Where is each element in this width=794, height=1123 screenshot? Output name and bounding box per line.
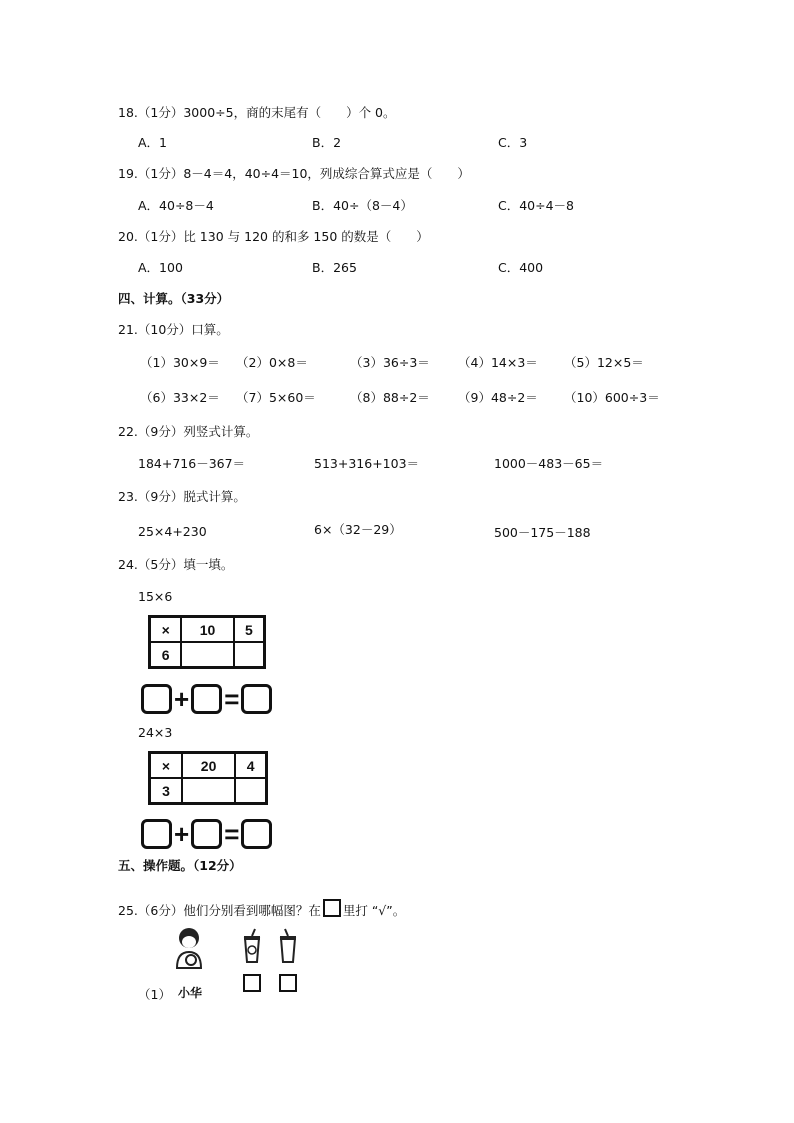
q24-part2-label: 24×3: [138, 725, 173, 740]
table-cell: 5: [234, 617, 265, 643]
q21-item: （4）14×3＝: [458, 355, 538, 370]
q18-option-c: C．3: [498, 135, 528, 150]
answer-checkbox[interactable]: [279, 974, 297, 992]
equals-sign: =: [224, 819, 240, 849]
checkbox-icon: [323, 899, 341, 917]
q25-stem: [118, 899, 405, 919]
q22-item: 1000－483－65＝: [494, 456, 604, 471]
q21-item: （1）30×9＝: [140, 355, 220, 370]
q18-option-b: B．2: [312, 135, 342, 150]
q20-option-a: A．100: [138, 260, 183, 275]
q21-item: （2）0×8＝: [236, 355, 308, 370]
q24-part1-label: 15×6: [138, 589, 173, 604]
table-cell: ×: [150, 617, 182, 643]
q25-stem-text: 25.（6分）他们分别看到哪幅图？在: [118, 903, 321, 918]
q23-item: 6×（32－29）: [314, 522, 402, 537]
q20-option-c: C．400: [498, 260, 544, 275]
table-cell: 6: [150, 642, 182, 668]
q24-part2-table: [148, 751, 268, 805]
table-cell: ×: [150, 753, 182, 779]
cup-front-icon: [242, 928, 262, 964]
answer-box[interactable]: [191, 819, 222, 849]
q20-option-b: B．265: [312, 260, 357, 275]
q25-stem-text: 里打 “√”。: [342, 903, 406, 918]
answer-box[interactable]: [191, 684, 222, 714]
q19-option-b: B．40÷（8－4）: [312, 198, 413, 213]
q24-stem: 24.（5分）填一填。: [118, 557, 234, 572]
q21-item: （6）33×2＝: [140, 390, 220, 405]
answer-box[interactable]: [141, 684, 172, 714]
q19-option-c: C．40÷4－8: [498, 198, 575, 213]
q23-stem: 23.（9分）脱式计算。: [118, 489, 246, 504]
q22-item: 184+716－367＝: [138, 456, 246, 471]
q21-stem: 21.（10分）口算。: [118, 322, 229, 337]
answer-box[interactable]: [241, 684, 272, 714]
q20-stem: 20.（1分）比 130 与 120 的和多 150 的数是（ ）: [118, 229, 429, 244]
q23-item: 500－175－188: [494, 525, 591, 540]
table-cell: 4: [235, 753, 266, 779]
child-figure-icon: [172, 926, 206, 972]
plus-sign: +: [174, 819, 190, 849]
q24-part1-equation: [141, 684, 272, 714]
q19-option-a: A．40÷8－4: [138, 198, 214, 213]
q21-item: （3）36÷3＝: [350, 355, 430, 370]
q23-item: 25×4+230: [138, 524, 207, 539]
answer-cell[interactable]: [235, 778, 266, 804]
q22-stem: 22.（9分）列竖式计算。: [118, 424, 259, 439]
q24-part2-equation: [141, 819, 272, 849]
section-4-heading: 四、计算。（33分）: [118, 291, 230, 306]
answer-box[interactable]: [141, 819, 172, 849]
q22-item: 513+316+103＝: [314, 456, 420, 471]
table-cell: 10: [181, 617, 233, 643]
q25-sub1-label: （1）: [138, 987, 171, 1002]
child-name: 小华: [178, 986, 203, 1000]
section-5-heading: 五、操作题。（12分）: [118, 858, 242, 873]
q18-option-a: A．1: [138, 135, 168, 150]
q21-item: （10）600÷3＝: [564, 390, 660, 405]
answer-checkbox[interactable]: [243, 974, 261, 992]
q21-item: （9）48÷2＝: [458, 390, 538, 405]
answer-cell[interactable]: [234, 642, 265, 668]
q24-part1-table: [148, 615, 266, 669]
table-cell: 3: [150, 778, 182, 804]
answer-cell[interactable]: [182, 778, 235, 804]
answer-box[interactable]: [241, 819, 272, 849]
cup-back-icon: [278, 928, 298, 964]
equals-sign: =: [224, 684, 240, 714]
q21-item: （8）88÷2＝: [350, 390, 430, 405]
q21-item: （7）5×60＝: [236, 390, 316, 405]
plus-sign: +: [174, 684, 190, 714]
q21-item: （5）12×5＝: [564, 355, 644, 370]
q18-stem: 18.（1分）3000÷5，商的末尾有（ ）个 0。: [118, 105, 396, 120]
table-cell: 20: [182, 753, 235, 779]
q19-stem: 19.（1分）8－4＝4，40÷4＝10，列成综合算式应是（ ）: [118, 166, 470, 181]
answer-cell[interactable]: [181, 642, 233, 668]
